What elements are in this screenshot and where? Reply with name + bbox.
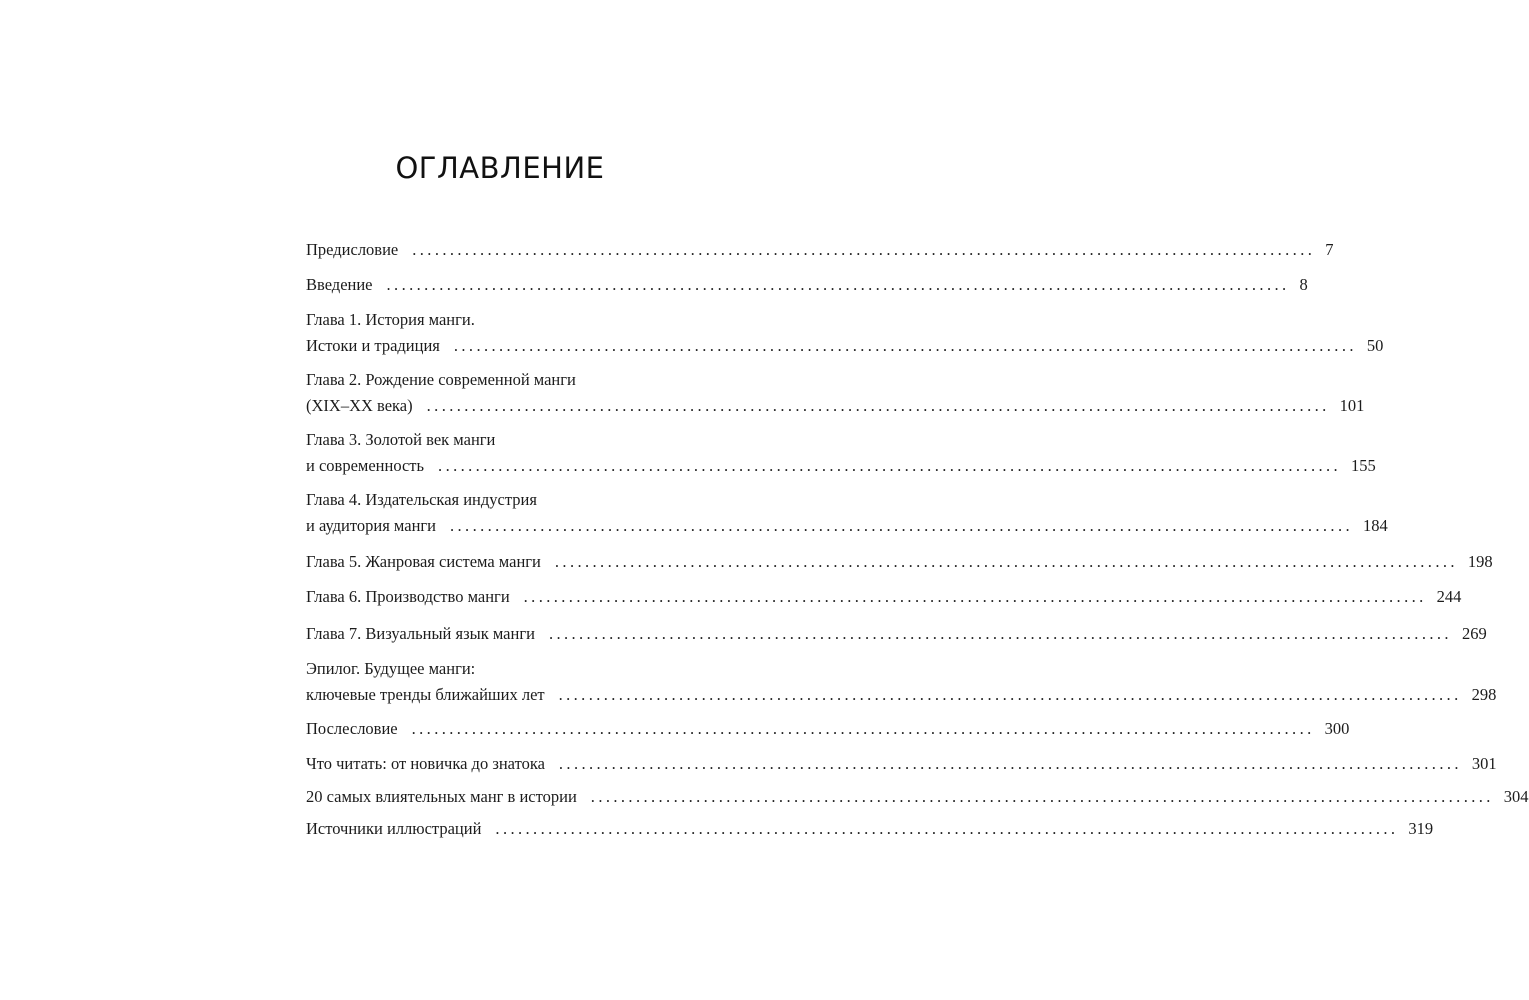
toc-entry-title: Что читать: от новичка до знатока bbox=[306, 754, 545, 773]
toc-entry-title: и современность bbox=[306, 456, 425, 475]
toc-page-number: 269 bbox=[1461, 624, 1487, 643]
toc-entry-title: и аудитория манги bbox=[306, 516, 436, 535]
toc-page-number: 300 bbox=[1324, 719, 1350, 738]
toc-page-number: 244 bbox=[1436, 587, 1462, 606]
toc-entry-title: Глава 7. Визуальный язык манги bbox=[306, 624, 535, 643]
dot-leader: ........................................................................................................................ bbox=[426, 396, 1330, 415]
toc-entry-line bbox=[306, 753, 1497, 775]
dot-leader: ........................................................................................................................ bbox=[438, 456, 1342, 475]
toc-entry-line bbox=[306, 718, 1350, 740]
dot-leader: ........................................................................................................................ bbox=[554, 552, 1458, 571]
toc-page-number: 7 bbox=[1325, 240, 1334, 259]
toc-entry-title: ключевые тренды ближайших лет bbox=[306, 685, 545, 704]
toc-entry-title: Глава 5. Жанровая система манги bbox=[306, 552, 541, 571]
toc-entry-title: Введение bbox=[306, 275, 373, 294]
toc-entry-line bbox=[306, 489, 695, 511]
toc-entry-line bbox=[306, 684, 1497, 706]
dot-leader: ........................................................................................................................ bbox=[523, 587, 1427, 606]
dot-leader: ........................................................................................................................ bbox=[590, 787, 1494, 806]
toc-entry-line bbox=[306, 586, 1462, 608]
dot-leader: ........................................................................................................................ bbox=[548, 624, 1452, 643]
toc-entry-title: Предисловие bbox=[306, 240, 399, 259]
toc-page-number: 184 bbox=[1363, 516, 1388, 535]
toc-entry-line bbox=[306, 274, 1308, 296]
toc-entry-title: Глава 2. Рождение современной манги bbox=[306, 370, 576, 389]
toc-entry-line bbox=[306, 429, 695, 451]
toc-entry-title: Глава 6. Производство манги bbox=[306, 587, 510, 606]
page-title: ОГЛАВЛЕНИЕ bbox=[395, 151, 605, 185]
toc-entry-title: Послесловие bbox=[306, 719, 398, 738]
dot-leader: ........................................................................................................................ bbox=[558, 754, 1462, 773]
toc-entry-line bbox=[306, 658, 695, 680]
toc-entry-title: Глава 3. Золотой век манги bbox=[306, 430, 496, 449]
toc-entry-line bbox=[306, 369, 695, 391]
toc-entry-line bbox=[306, 239, 1334, 261]
dot-leader: ........................................................................................................................ bbox=[386, 275, 1290, 294]
toc-entry-title: Источники иллюстраций bbox=[306, 819, 482, 838]
toc-entry-line bbox=[306, 515, 1388, 537]
toc-page-number: 50 bbox=[1366, 336, 1384, 355]
toc-page-number: 319 bbox=[1408, 819, 1434, 838]
toc-entry-title: 20 самых влиятельных манг в истории bbox=[306, 787, 577, 806]
dot-leader: ........................................................................................................................ bbox=[495, 819, 1399, 838]
toc-entry-title: Эпилог. Будущее манги: bbox=[306, 659, 476, 678]
toc-entry-title: (XIX–XX века) bbox=[306, 396, 413, 415]
toc-page-number: 155 bbox=[1351, 456, 1376, 475]
toc-entry-line bbox=[306, 335, 1384, 357]
dot-leader: ........................................................................................................................ bbox=[450, 516, 1353, 535]
toc-page-number: 298 bbox=[1471, 685, 1497, 704]
dot-leader: ........................................................................................................................ bbox=[412, 240, 1316, 259]
toc-entry-line bbox=[306, 455, 1376, 477]
toc-entry-line bbox=[306, 818, 1434, 840]
toc-entry-line bbox=[306, 623, 1487, 645]
toc-entry-line bbox=[306, 786, 1529, 808]
toc-entry-line bbox=[306, 395, 1365, 417]
toc-page-number: 304 bbox=[1503, 787, 1529, 806]
dot-leader: ........................................................................................................................ bbox=[453, 336, 1357, 355]
dot-leader: ........................................................................................................................ bbox=[411, 719, 1315, 738]
toc-entry-title: Истоки и традиция bbox=[306, 336, 440, 355]
toc-entry-title: Глава 4. Издательская индустрия bbox=[306, 490, 537, 509]
toc-page-number: 301 bbox=[1471, 754, 1497, 773]
toc-entry-title: Глава 1. История манги. bbox=[306, 310, 475, 329]
toc-page-number: 8 bbox=[1299, 275, 1308, 294]
toc-entry-line bbox=[306, 309, 695, 331]
toc-page-number: 198 bbox=[1467, 552, 1493, 571]
toc-page-number: 101 bbox=[1339, 396, 1365, 415]
dot-leader: ........................................................................................................................ bbox=[558, 685, 1462, 704]
toc-entry-line bbox=[306, 551, 1493, 573]
